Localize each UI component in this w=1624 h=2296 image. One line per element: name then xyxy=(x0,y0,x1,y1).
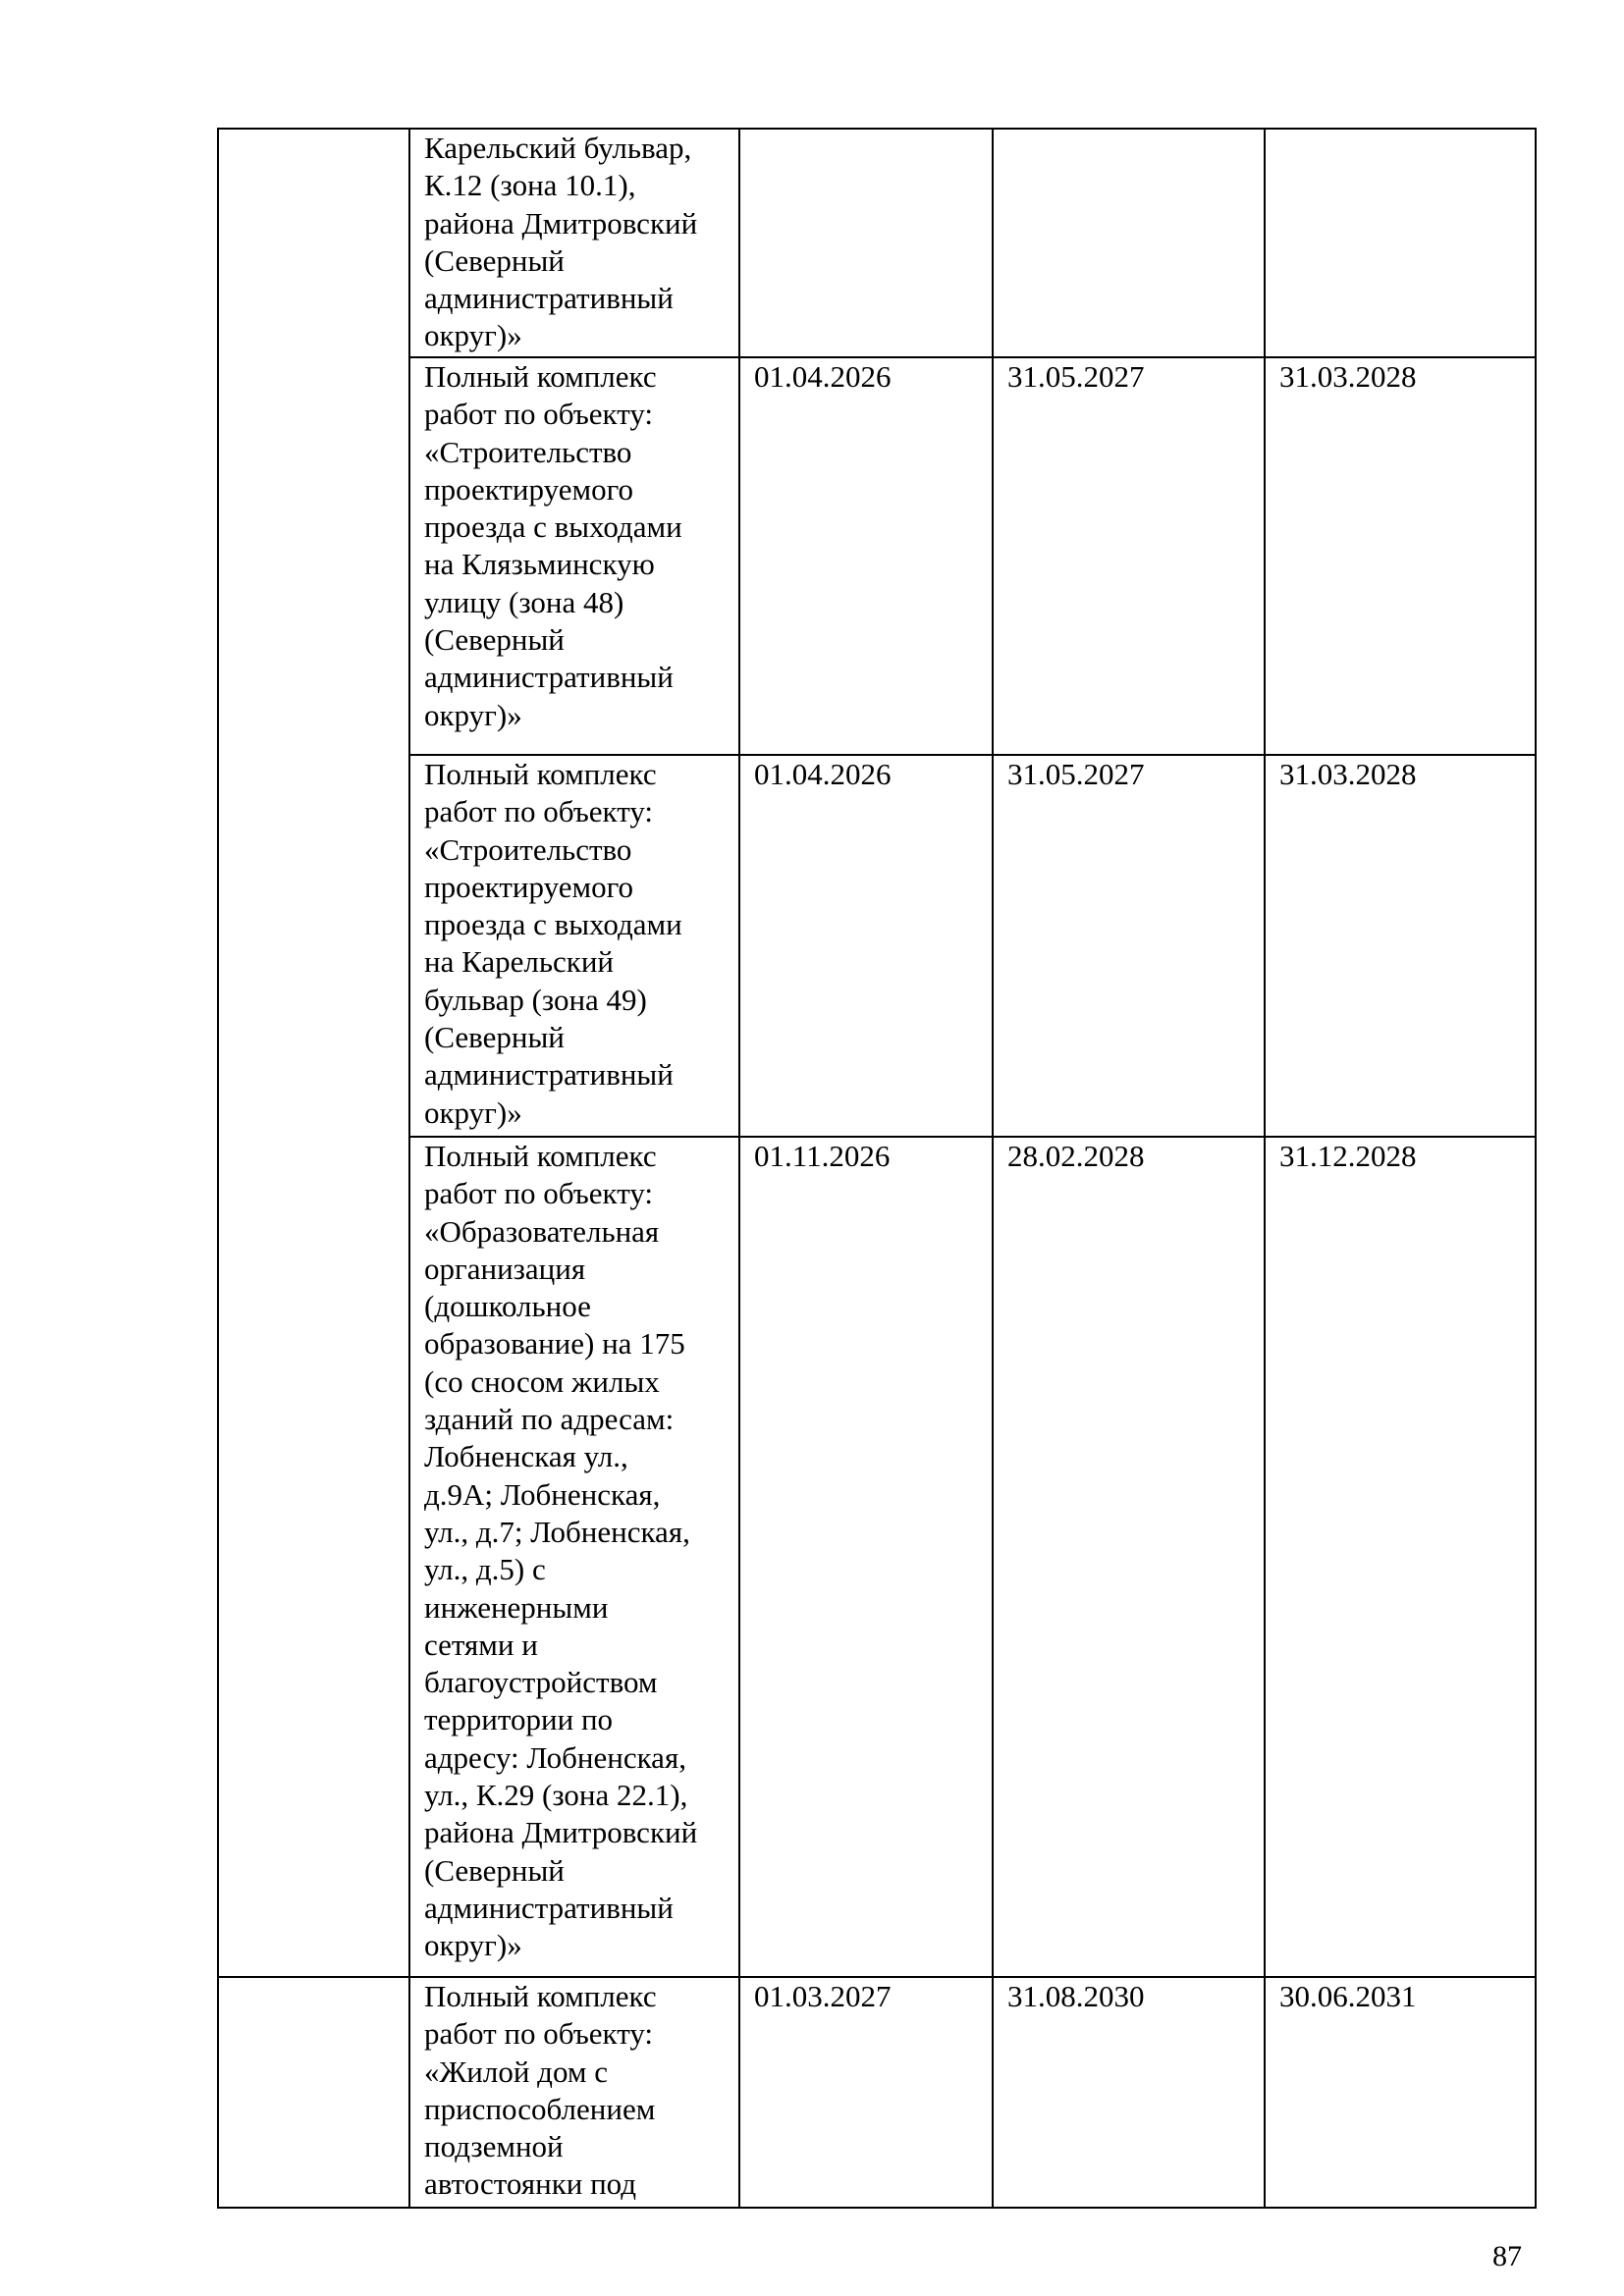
end-date: 31.05.2027 xyxy=(1007,757,1145,791)
commissioning-date: 31.03.2028 xyxy=(1279,359,1417,394)
description-cell xyxy=(409,129,739,357)
object-description: Полный комплекс работ по объекту: «Жилой дом с приспособлением подземной автостоянки под xyxy=(424,1979,657,2202)
end-date: 31.05.2027 xyxy=(1007,359,1145,394)
table-row xyxy=(218,1977,1536,2208)
object-description: Полный комплекс работ по объекту: «Строительство проектируемого проезда с выходами на Клязьминскую улицу (зона 48) (Северный административный округ)» xyxy=(424,359,682,732)
object-description: Карельский бульвар, К.12 (зона 10.1), района Дмитровский (Северный административный округ)» xyxy=(424,131,698,353)
commissioning-date-cell xyxy=(1265,1137,1536,1977)
schedule-table xyxy=(217,128,1537,2209)
group-cell-empty xyxy=(218,129,409,1977)
table-row xyxy=(218,755,1536,1137)
commissioning-date-cell xyxy=(1265,129,1536,357)
start-date-cell xyxy=(739,129,993,357)
start-date: 01.04.2026 xyxy=(754,757,892,791)
description-cell xyxy=(409,1137,739,1977)
end-date-cell xyxy=(993,1137,1265,1977)
description-cell xyxy=(409,1977,739,2208)
end-date: 31.08.2030 xyxy=(1007,1979,1145,2013)
table-row xyxy=(218,357,1536,755)
commissioning-date: 31.12.2028 xyxy=(1279,1139,1417,1173)
commissioning-date-cell xyxy=(1265,755,1536,1137)
commissioning-date-cell xyxy=(1265,357,1536,755)
table-row xyxy=(218,129,1536,357)
end-date-cell xyxy=(993,357,1265,755)
object-description: Полный комплекс работ по объекту: «Образовательная организация (дошкольное образование) на 175 (со сносом жилых зданий по адресам: Лобненская ул., д.9А; Лобненская, ул., д.7; Лобненская, ул., д.5) с инженерными сетями и благоустройством территории по адресу: Лобненская, ул., К.29 (зона 22.1), района Дмитровский (Северный административный округ)» xyxy=(424,1139,698,1963)
end-date-cell xyxy=(993,1977,1265,2208)
start-date-cell xyxy=(739,755,993,1137)
table-row xyxy=(218,1137,1536,1977)
description-cell xyxy=(409,755,739,1137)
start-date-cell xyxy=(739,1137,993,1977)
group-cell-empty xyxy=(218,1977,409,2208)
commissioning-date: 30.06.2031 xyxy=(1279,1979,1417,2013)
end-date: 28.02.2028 xyxy=(1007,1139,1145,1173)
start-date: 01.03.2027 xyxy=(754,1979,892,2013)
commissioning-date: 31.03.2028 xyxy=(1279,757,1417,791)
start-date-cell xyxy=(739,357,993,755)
end-date-cell xyxy=(993,755,1265,1137)
commissioning-date-cell xyxy=(1265,1977,1536,2208)
start-date-cell xyxy=(739,1977,993,2208)
start-date: 01.11.2026 xyxy=(754,1139,891,1173)
end-date-cell xyxy=(993,129,1265,357)
page-number: 87 xyxy=(1492,2240,1522,2272)
start-date: 01.04.2026 xyxy=(754,359,892,394)
description-cell xyxy=(409,357,739,755)
object-description: Полный комплекс работ по объекту: «Строительство проектируемого проезда с выходами на Карельский бульвар (зона 49) (Северный административный округ)» xyxy=(424,757,682,1130)
